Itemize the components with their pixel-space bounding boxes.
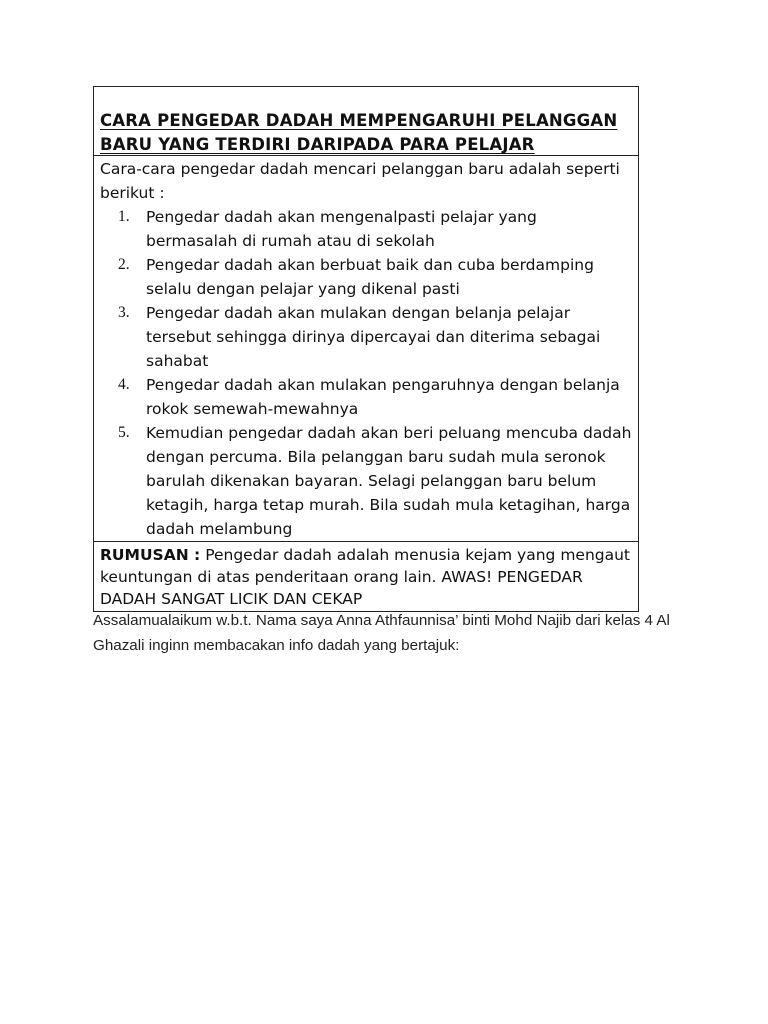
steps-list — [100, 205, 632, 541]
list-item — [100, 421, 632, 541]
info-table — [93, 86, 639, 612]
step-number: 3. — [118, 304, 130, 321]
step-number: 2. — [118, 256, 130, 273]
summary-text: Pengedar dadah adalah menusia kejam yang mengaut keuntungan di atas penderitaan orang lain. AWAS! PENGEDAR DADAH SANGAT LICIK DAN CEKAP — [100, 546, 631, 608]
document-title — [100, 109, 617, 157]
list-item — [100, 205, 632, 253]
title-cell — [94, 87, 639, 156]
title-line-1: CARA PENGEDAR DADAH MEMPENGARUHI PELANGGAN — [100, 111, 618, 130]
title-row — [94, 87, 639, 156]
step-text: Pengedar dadah akan mulakan pengaruhnya dengan belanja rokok semewah-mewahnya — [146, 376, 620, 418]
title-line-2: BARU YANG TERDIRI DARIPADA PARA PELAJAR — [100, 135, 535, 154]
summary-cell — [94, 542, 639, 612]
list-item — [100, 373, 632, 421]
content-cell — [94, 156, 639, 542]
list-item — [100, 301, 632, 373]
step-text: Pengedar dadah akan mulakan dengan belanja pelajar tersebut sehingga dirinya dipercayai dan diterima sebagai sahabat — [146, 304, 601, 370]
summary-label: RUMUSAN : — [100, 546, 201, 564]
step-number: 4. — [118, 376, 130, 393]
step-text: Pengedar dadah akan mengenalpasti pelajar yang bermasalah di rumah atau di sekolah — [146, 208, 537, 250]
intro-text: Cara-cara pengedar dadah mencari pelanggan baru adalah seperti berikut : — [100, 160, 620, 202]
content-row — [94, 156, 639, 542]
step-number: 5. — [118, 424, 130, 441]
caption-text: Assalamualaikum w.b.t. Nama saya Anna Athfaunnisa’ binti Mohd Najib dari kelas 4 Al Ghazali inginn membacakan info dadah yang bertajuk: — [93, 612, 670, 654]
step-number: 1. — [118, 208, 130, 225]
step-text: Pengedar dadah akan berbuat baik dan cuba berdamping selalu dengan pelajar yang dikenal pasti — [146, 256, 594, 298]
step-text: Kemudian pengedar dadah akan beri peluang mencuba dadah dengan percuma. Bila pelanggan baru sudah mula seronok barulah dikenakan bayaran. Selagi pelanggan baru belum ketagih, harga tetap murah. Bila sudah mula ketagihan, harga dadah melambung — [146, 424, 632, 538]
list-item — [100, 253, 632, 301]
summary-row — [94, 542, 639, 612]
